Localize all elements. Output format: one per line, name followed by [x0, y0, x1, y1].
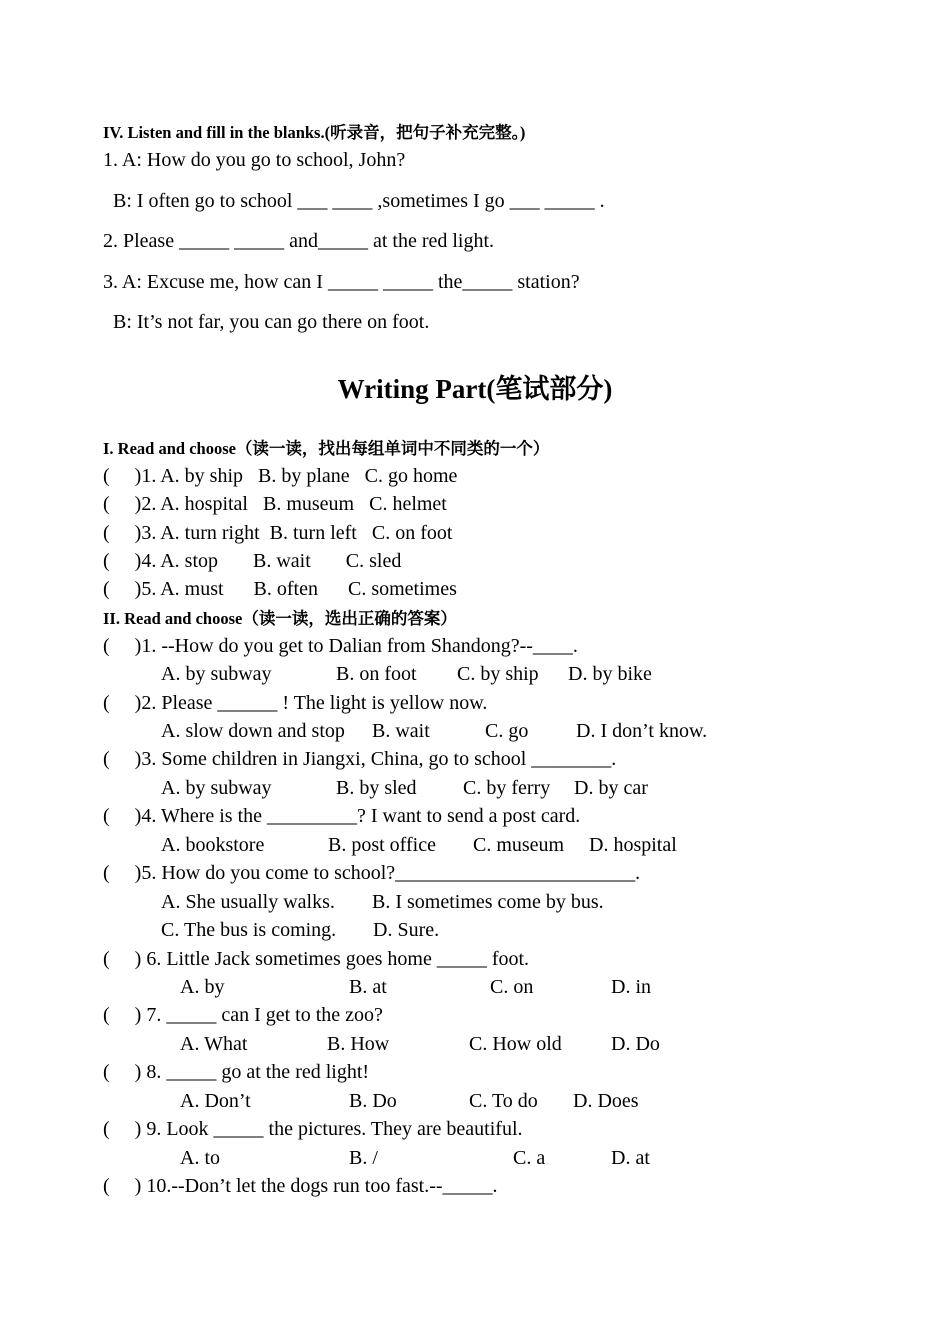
q9-option-c: C. a — [513, 1147, 546, 1169]
q9-option-d: D. at — [611, 1147, 650, 1169]
q5-option-d: D. Sure. — [373, 919, 440, 941]
q6-option-a: A. by — [180, 976, 225, 998]
q4-option-b: B. post office — [328, 834, 436, 856]
q2-option-d: D. I don’t know. — [576, 720, 708, 742]
section1-item-3: ( )3. A. turn right B. turn left C. on foot — [103, 522, 453, 544]
q1-option-a: A. by subway — [161, 663, 272, 685]
q9-option-b: B. / — [349, 1147, 378, 1169]
listening-line-4: 3. A: Excuse me, how can I _____ _____ the_____ station? — [103, 271, 580, 293]
question-3: ( )3. Some children in Jiangxi, China, go to school ________. — [103, 748, 617, 770]
q2-option-a: A. slow down and stop — [161, 720, 345, 742]
q3-option-a: A. by subway — [161, 777, 272, 799]
listening-heading: IV. Listen and fill in the blanks.(听录音，把句子补充完整。) — [103, 123, 526, 142]
q6-option-b: B. at — [349, 976, 387, 998]
question-2: ( )2. Please ______ ! The light is yellow now. — [103, 692, 488, 714]
q1-option-b: B. on foot — [336, 663, 417, 685]
q8-option-d: D. Does — [573, 1090, 639, 1112]
q8-option-c: C. To do — [469, 1090, 538, 1112]
q3-option-c: C. by ferry — [463, 777, 551, 799]
q7-option-a: A. What — [180, 1033, 248, 1055]
q6-option-d: D. in — [611, 976, 651, 998]
listening-line-1: 1. A: How do you go to school, John? — [103, 149, 406, 171]
q7-option-d: D. Do — [611, 1033, 660, 1055]
listening-line-5: B: It’s not far, you can go there on foot. — [103, 311, 430, 333]
section1-item-5: ( )5. A. must B. often C. sometimes — [103, 578, 457, 600]
q8-option-b: B. Do — [349, 1090, 397, 1112]
question-7: ( ) 7. _____ can I get to the zoo? — [103, 1004, 383, 1026]
q4-option-d: D. hospital — [589, 834, 677, 856]
section1-item-2: ( )2. A. hospital B. museum C. helmet — [103, 493, 447, 515]
q7-option-c: C. How old — [469, 1033, 562, 1055]
q6-option-c: C. on — [490, 976, 534, 998]
q2-option-c: C. go — [485, 720, 529, 742]
question-10: ( ) 10.--Don’t let the dogs run too fast.--_____. — [103, 1175, 498, 1197]
question-4: ( )4. Where is the _________? I want to send a post card. — [103, 805, 581, 827]
listening-line-3: 2. Please _____ _____ and_____ at the red light. — [103, 230, 495, 252]
q5-option-a: A. She usually walks. — [161, 891, 335, 913]
q8-option-a: A. Don’t — [180, 1090, 251, 1112]
section2-heading: II. Read and choose（读一读，选出正确的答案） — [103, 609, 457, 628]
q1-option-c: C. by ship — [457, 663, 539, 685]
listening-line-2: B: I often go to school ___ ____ ,sometimes I go ___ _____ . — [103, 190, 605, 212]
section1-item-4: ( )4. A. stop B. wait C. sled — [103, 550, 402, 572]
question-9: ( ) 9. Look _____ the pictures. They are beautiful. — [103, 1118, 523, 1140]
q2-option-b: B. wait — [372, 720, 430, 742]
q1-option-d: D. by bike — [568, 663, 652, 685]
section1-heading: I. Read and choose（读一读，找出每组单词中不同类的一个） — [103, 439, 550, 458]
q5-option-c: C. The bus is coming. — [161, 919, 337, 941]
question-5: ( )5. How do you come to school?________________________. — [103, 862, 641, 884]
q7-option-b: B. How — [327, 1033, 390, 1055]
q5-option-b: B. I sometimes come by bus. — [372, 891, 604, 913]
q9-option-a: A. to — [180, 1147, 220, 1169]
writing-part-title: Writing Part(笔试部分) — [337, 374, 613, 404]
section1-item-1: ( )1. A. by ship B. by plane C. go home — [103, 465, 458, 487]
question-6: ( ) 6. Little Jack sometimes goes home _____ foot. — [103, 948, 530, 970]
q3-option-b: B. by sled — [336, 777, 417, 799]
question-8: ( ) 8. _____ go at the red light! — [103, 1061, 370, 1083]
question-1: ( )1. --How do you get to Dalian from Shandong?--____. — [103, 635, 578, 657]
q3-option-d: D. by car — [574, 777, 648, 799]
q4-option-a: A. bookstore — [161, 834, 265, 856]
q4-option-c: C. museum — [473, 834, 565, 856]
